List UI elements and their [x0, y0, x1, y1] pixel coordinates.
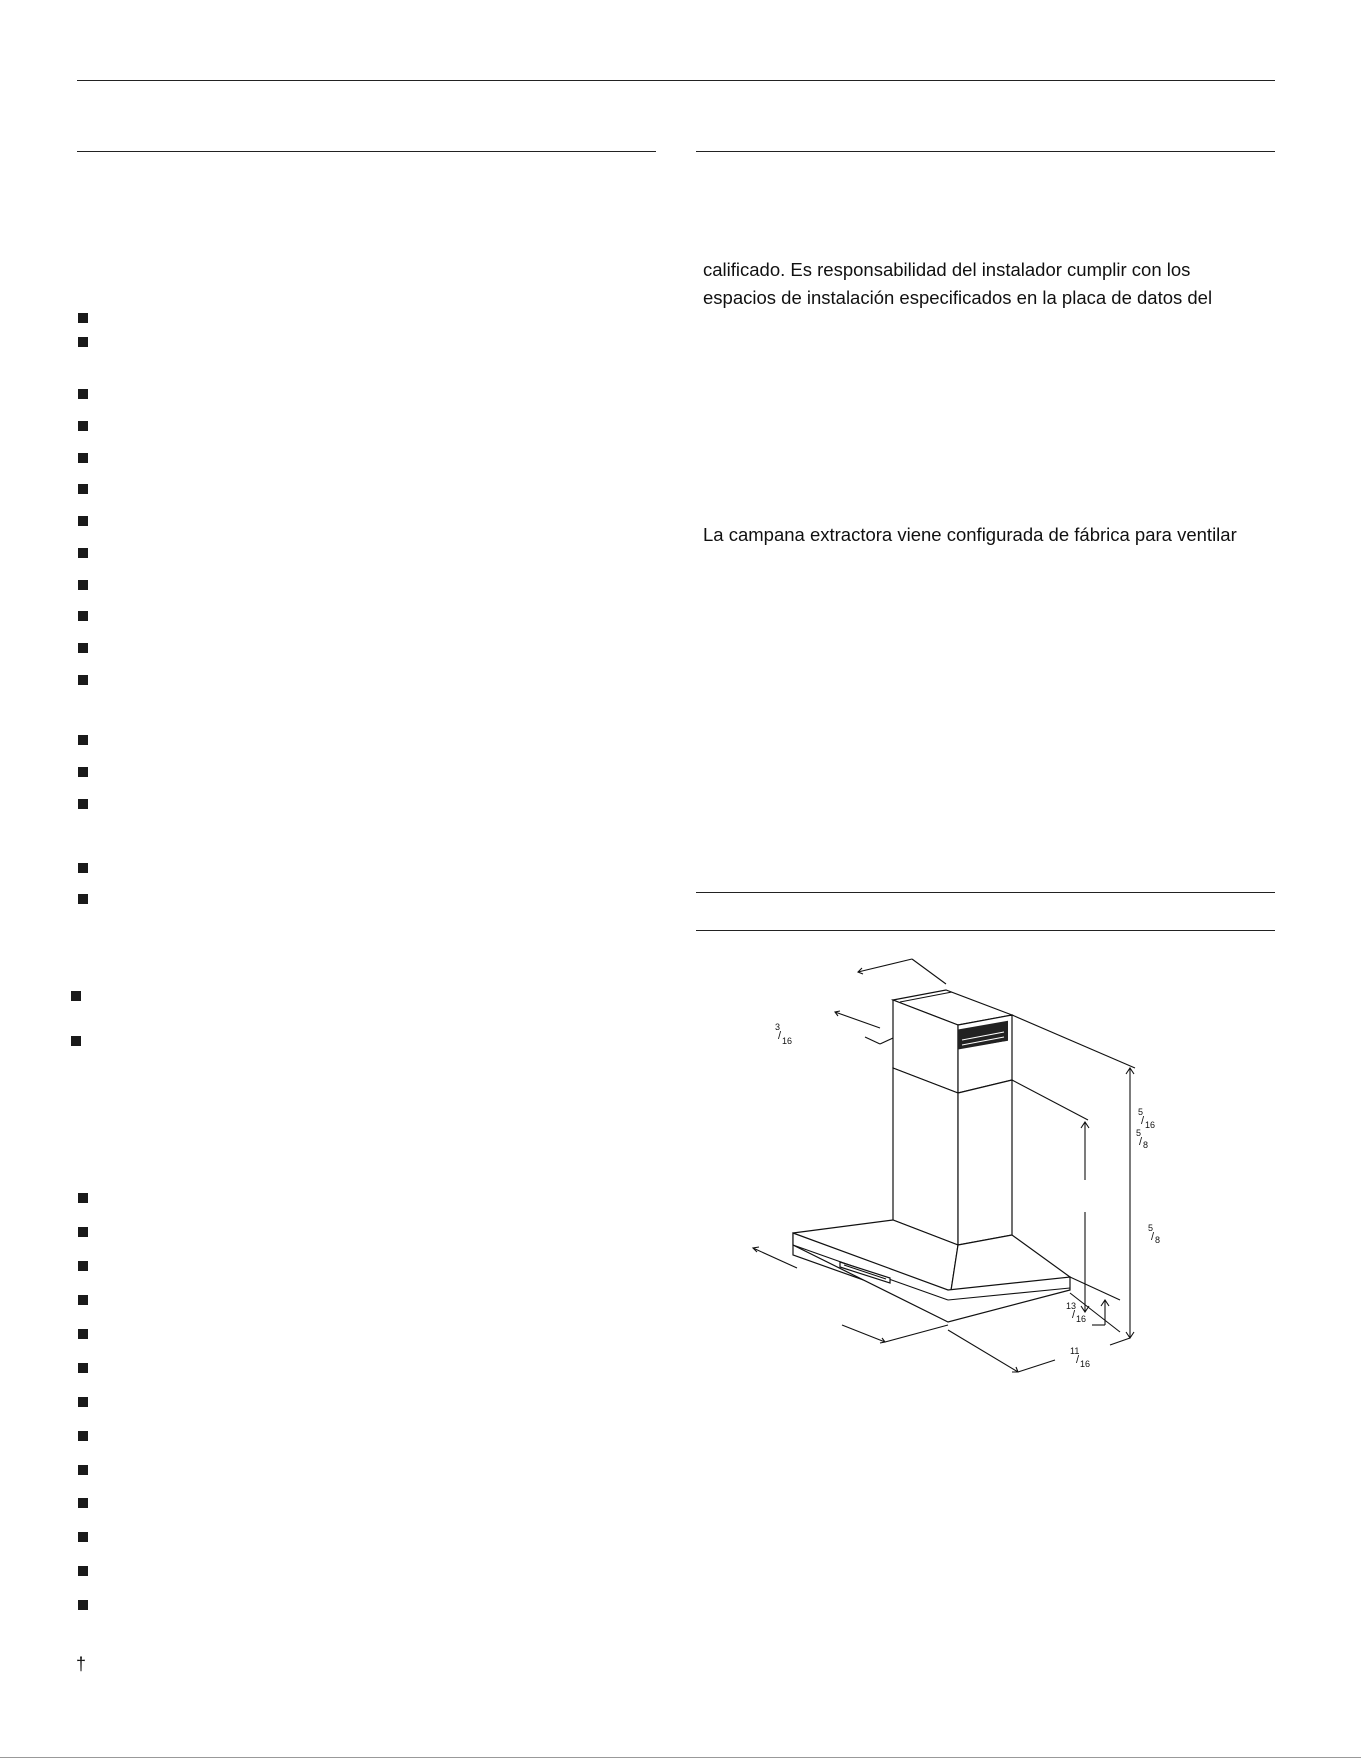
- bullet: [78, 1295, 88, 1305]
- bullet: [78, 516, 88, 526]
- svg-text:5: 5: [1136, 1128, 1142, 1138]
- svg-text:8: 8: [1143, 1140, 1149, 1150]
- right-column-rule: [696, 151, 1275, 152]
- bullet: [78, 421, 88, 431]
- bullet: [78, 453, 88, 463]
- svg-text:5: 5: [1138, 1107, 1144, 1117]
- bullet: [78, 799, 88, 809]
- svg-text:/: /: [1076, 1354, 1080, 1366]
- bullet: [78, 313, 88, 323]
- bullet: [78, 389, 88, 399]
- bullet: [78, 548, 88, 558]
- svg-text:13: 13: [1066, 1301, 1077, 1311]
- bullet: [78, 643, 88, 653]
- svg-text:11: 11: [1070, 1346, 1080, 1356]
- range-hood-diagram: [700, 950, 1180, 1390]
- top-rule: [77, 80, 1275, 81]
- fraction-5-8-mid: [1148, 1223, 1160, 1245]
- bullet: [78, 1329, 88, 1339]
- bullet: [78, 1566, 88, 1576]
- bullet: [78, 1431, 88, 1441]
- bullet: [78, 484, 88, 494]
- section-rule-2: [696, 930, 1275, 931]
- footnote-dagger: †: [76, 1654, 87, 1674]
- chimney-lower-side: [958, 1080, 1012, 1245]
- svg-text:/: /: [778, 1030, 782, 1042]
- left-column-rule: [77, 151, 656, 152]
- fraction-5-8-top: [1136, 1128, 1148, 1150]
- bullet: [71, 991, 81, 1001]
- svg-text:/: /: [1151, 1231, 1155, 1243]
- bullet: [78, 1498, 88, 1508]
- svg-text:/: /: [1139, 1136, 1143, 1148]
- bullet: [78, 337, 88, 347]
- bullet: [78, 767, 88, 777]
- bullet: [78, 1465, 88, 1475]
- qualified-line-1: calificado. Es responsabilidad del instalador cumplir con los: [703, 259, 1191, 280]
- fraction-13-16: [1066, 1301, 1086, 1324]
- bullet: [78, 735, 88, 745]
- svg-text:16: 16: [1145, 1120, 1156, 1130]
- fraction-11-16: [1070, 1346, 1090, 1369]
- qualified-line-2: espacios de instalación especificados en la placa de datos del: [703, 287, 1213, 308]
- svg-text:16: 16: [782, 1036, 793, 1046]
- fraction-3-16: [775, 1022, 792, 1046]
- factory-config-line: La campana extractora viene configurada de fábrica para ventilar: [703, 524, 1237, 545]
- svg-text:3: 3: [775, 1022, 781, 1032]
- bullet: [78, 1227, 88, 1237]
- section-rule-1: [696, 892, 1275, 893]
- svg-text:16: 16: [1080, 1359, 1091, 1369]
- page-bottom-edge: [0, 1757, 1361, 1758]
- bullet: [78, 1532, 88, 1542]
- bullet: [78, 863, 88, 873]
- svg-text:8: 8: [1155, 1235, 1161, 1245]
- svg-text:/: /: [1141, 1115, 1145, 1127]
- svg-text:/: /: [1072, 1309, 1076, 1321]
- chimney-lower-front: [893, 1068, 958, 1245]
- bullet: [71, 1036, 81, 1046]
- bullet: [78, 1363, 88, 1373]
- bullet: [78, 1193, 88, 1203]
- bullet: [78, 580, 88, 590]
- bullet: [78, 1397, 88, 1407]
- bullet: [78, 894, 88, 904]
- bullet: [78, 675, 88, 685]
- bullet: [78, 1600, 88, 1610]
- fraction-5-16: [1138, 1107, 1155, 1130]
- bullet: [78, 611, 88, 621]
- svg-text:5: 5: [1148, 1223, 1154, 1233]
- bullet: [78, 1261, 88, 1271]
- svg-text:16: 16: [1076, 1314, 1087, 1324]
